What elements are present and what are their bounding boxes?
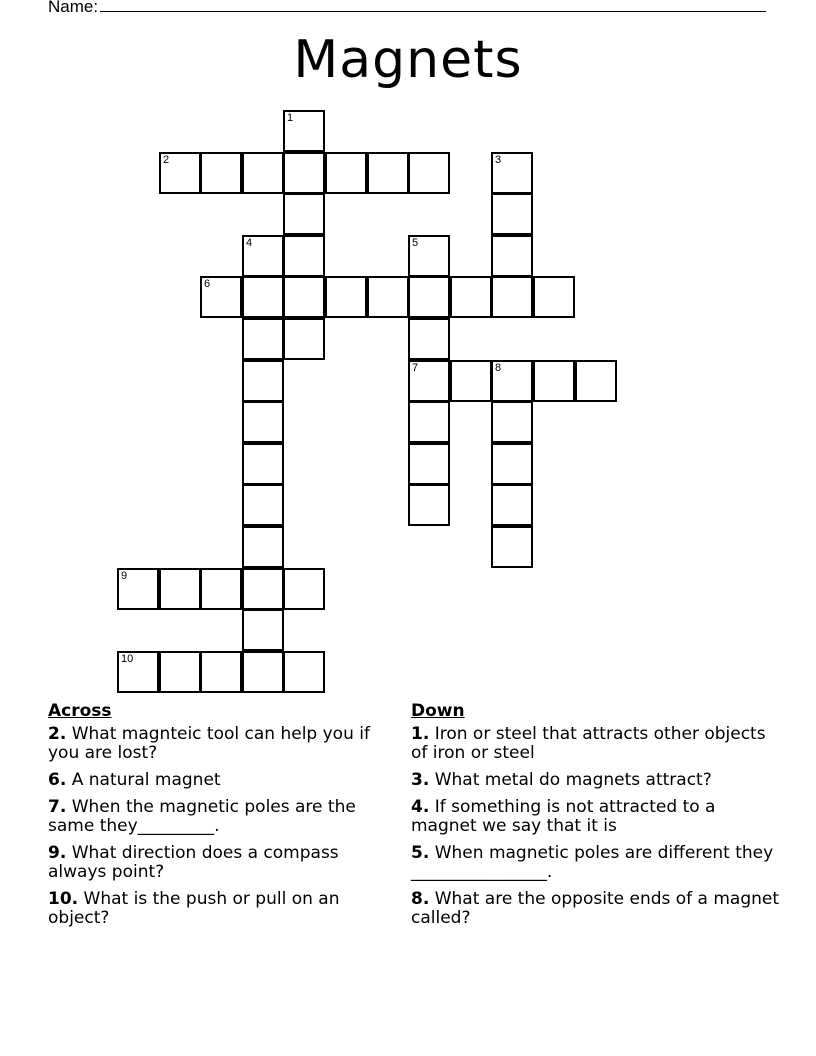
grid-cell[interactable] (200, 651, 242, 693)
grid-cell[interactable] (242, 235, 284, 277)
grid-cell[interactable] (283, 152, 325, 194)
cell-number: 8 (495, 362, 502, 374)
clue-across-6: 6. A natural magnet (48, 770, 221, 790)
grid-cell[interactable] (491, 152, 533, 194)
grid-cell[interactable] (408, 152, 450, 194)
grid-cell[interactable] (408, 318, 450, 360)
grid-cell[interactable] (408, 360, 450, 402)
grid-cell[interactable] (242, 443, 284, 485)
name-label: Name: (48, 0, 99, 16)
clue-number: 10 (48, 889, 72, 909)
grid-cell[interactable] (242, 568, 284, 610)
grid-cell[interactable] (408, 401, 450, 443)
grid-cell[interactable] (242, 152, 284, 194)
clue-number: 5 (411, 843, 423, 863)
cell-number: 2 (163, 154, 170, 166)
grid-cell[interactable] (283, 318, 325, 360)
clue-text: What metal do magnets attract? (434, 770, 712, 790)
grid-cell[interactable] (491, 360, 533, 402)
grid-cell[interactable] (450, 360, 492, 402)
grid-cell[interactable] (491, 484, 533, 526)
across-heading: Across (48, 701, 112, 721)
cell-number: 10 (121, 653, 134, 665)
clue-down-4: 4. If something is not attracted to a magnet we say that it is (411, 797, 716, 836)
grid-cell[interactable] (242, 318, 284, 360)
grid-cell[interactable] (159, 152, 201, 194)
grid-cell[interactable] (408, 235, 450, 277)
grid-cell[interactable] (242, 651, 284, 693)
clue-down-5: 5. When magnetic poles are different they ________________. (411, 843, 774, 882)
grid-cell[interactable] (283, 193, 325, 235)
grid-cell[interactable] (408, 276, 450, 318)
grid-cell[interactable] (533, 360, 575, 402)
grid-cell[interactable] (367, 152, 409, 194)
grid-cell[interactable] (283, 235, 325, 277)
grid-cell[interactable] (242, 276, 284, 318)
grid-cell[interactable] (242, 484, 284, 526)
cell-number: 5 (412, 237, 419, 249)
grid-cell[interactable] (491, 193, 533, 235)
grid-cell[interactable] (159, 568, 201, 610)
grid-cell[interactable] (117, 651, 159, 693)
clue-number: 2 (48, 724, 60, 744)
clue-text: Iron or steel that attracts other objects of iron or steel (411, 724, 766, 763)
clue-number: 8 (411, 889, 423, 909)
clue-text: What direction does a compass always point? (48, 843, 339, 882)
clue-text: What are the opposite ends of a magnet called? (411, 889, 780, 928)
clue-text: If something is not attracted to a magnet we say that it is (411, 797, 716, 836)
grid-cell[interactable] (117, 568, 159, 610)
clue-number: 7 (48, 797, 60, 817)
grid-cell[interactable] (533, 276, 575, 318)
grid-cell[interactable] (200, 568, 242, 610)
grid-cell[interactable] (242, 360, 284, 402)
cell-number: 6 (204, 278, 211, 290)
grid-cell[interactable] (575, 360, 617, 402)
clue-number: 4 (411, 797, 423, 817)
grid-cell[interactable] (408, 443, 450, 485)
cell-number: 4 (246, 237, 253, 249)
grid-cell[interactable] (283, 276, 325, 318)
grid-cell[interactable] (325, 152, 367, 194)
down-heading: Down (411, 701, 465, 721)
down-clues (411, 702, 781, 936)
grid-cell[interactable] (325, 276, 367, 318)
grid-cell[interactable] (242, 609, 284, 651)
clue-down-8: 8. What are the opposite ends of a magnet called? (411, 889, 780, 928)
across-clues (48, 702, 388, 936)
cell-number: 7 (412, 362, 419, 374)
page-title: Magnets (293, 30, 523, 90)
clue-text: A natural magnet (71, 770, 221, 790)
grid-cell[interactable] (491, 276, 533, 318)
grid-cell[interactable] (367, 276, 409, 318)
grid-cell[interactable] (200, 152, 242, 194)
clue-across-7: 7. When the magnetic poles are the same they_________. (48, 797, 356, 836)
clue-number: 1 (411, 724, 423, 744)
grid-cell[interactable] (159, 651, 201, 693)
clue-across-10: 10. What is the push or pull on an object? (48, 889, 340, 928)
clue-down-3: 3. What metal do magnets attract? (411, 770, 712, 790)
grid-cell[interactable] (242, 526, 284, 568)
clue-text: When the magnetic poles are the same they_________. (48, 797, 356, 836)
clue-text: When magnetic poles are different they ________________. (411, 843, 774, 882)
grid-cell[interactable] (491, 443, 533, 485)
clue-down-1: 1. Iron or steel that attracts other objects of iron or steel (411, 724, 766, 763)
clue-text: What magnteic tool can help you if you are lost? (48, 724, 370, 763)
grid-cell[interactable] (283, 110, 325, 152)
clue-number: 6 (48, 770, 60, 790)
grid-cell[interactable] (491, 526, 533, 568)
clue-across-2: 2. What magnteic tool can help you if you are lost? (48, 724, 370, 763)
clue-across-9: 9. What direction does a compass always point? (48, 843, 339, 882)
grid-cell[interactable] (491, 401, 533, 443)
clue-number: 3 (411, 770, 423, 790)
grid-cell[interactable] (408, 484, 450, 526)
cell-number: 3 (495, 154, 502, 166)
grid-cell[interactable] (283, 568, 325, 610)
grid-cell[interactable] (242, 401, 284, 443)
cell-number: 9 (121, 570, 128, 582)
grid-cell[interactable] (200, 276, 242, 318)
clue-text: What is the push or pull on an object? (48, 889, 340, 928)
grid-cell[interactable] (450, 276, 492, 318)
grid-cell[interactable] (491, 235, 533, 277)
clue-number: 9 (48, 843, 60, 863)
cell-number: 1 (287, 112, 294, 124)
grid-cell[interactable] (283, 651, 325, 693)
